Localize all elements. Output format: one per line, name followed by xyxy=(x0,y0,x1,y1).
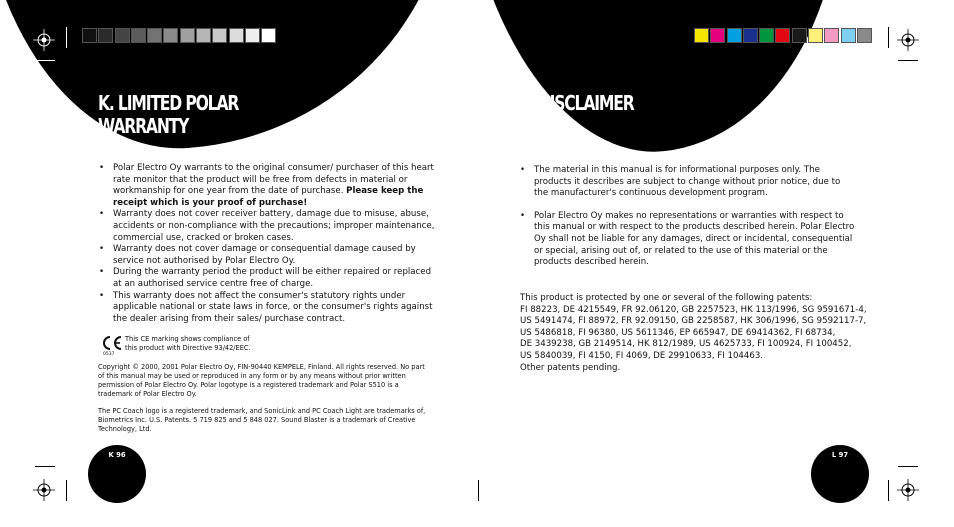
color-swatch xyxy=(229,28,244,43)
crop-mark xyxy=(898,60,918,61)
color-swatch xyxy=(824,28,839,43)
color-swatch xyxy=(792,28,807,43)
color-swatch xyxy=(212,28,227,43)
page-title: K. LIMITED POLAR WARRANTY xyxy=(98,91,239,138)
page-number-badge xyxy=(811,445,869,503)
color-swatch xyxy=(180,28,195,43)
color-swatch xyxy=(261,28,276,43)
color-swatch xyxy=(710,28,725,43)
color-swatch xyxy=(857,28,872,43)
color-swatch xyxy=(727,28,742,43)
color-swatch xyxy=(196,28,211,43)
color-swatch xyxy=(245,28,260,43)
registration-mark-icon xyxy=(897,479,919,501)
color-swatch xyxy=(82,28,97,43)
copyright-text: Copyright © 2000, 2001 Polar Electro Oy, FIN-90440 KEMPELE, Finland. All rights reserved. No part of this manual may be used or reproduced in any form or by any means without prior written permission of Polar Electro Oy. Polar logotype is a registered trademark and Polar S510 is a trademark of Polar Electro Oy. xyxy=(98,363,425,398)
disclaimer-bullet-list xyxy=(520,165,855,280)
header-black-shape xyxy=(477,0,872,169)
patents-line: US 5491474, FI 88972, FR 92.09150, GB 2258587, HK 306/1996, SG 9592117-7, xyxy=(520,316,867,327)
color-swatch xyxy=(759,28,774,43)
color-swatch xyxy=(147,28,162,43)
process-color-bar xyxy=(694,28,873,43)
right-page xyxy=(477,0,954,527)
color-swatch xyxy=(694,28,709,43)
color-swatch xyxy=(98,28,113,43)
crop-mark xyxy=(66,480,67,501)
crop-mark xyxy=(35,60,55,61)
ce-mark-icon xyxy=(100,334,124,354)
warranty-bullet-list xyxy=(99,163,439,325)
list-item: • The material in this manual is for informational purposes only. The products it describes are subject to change without prior notice, due to the manufacturer's continuous development program. xyxy=(520,165,855,200)
color-swatch xyxy=(115,28,130,43)
color-swatch xyxy=(775,28,790,43)
trademark-text: The PC Coach logo is a registered trademark, and SonicLink and PC Coach Light are trademarks of, Biometrics Inc. U.S. Patents. 5 719 825 and 5 848 027. Sound Blaster is a trademark of Creative Technology, Ltd. xyxy=(98,407,426,433)
color-swatch xyxy=(131,28,146,43)
color-swatch xyxy=(808,28,823,43)
crop-mark xyxy=(66,27,67,48)
color-swatch xyxy=(743,28,758,43)
page-number: L 97 xyxy=(831,451,849,459)
patents-line: Other patents pending. xyxy=(520,362,621,373)
registration-mark-icon xyxy=(33,29,55,51)
page-title: L. DISCLAIMER xyxy=(520,91,634,115)
registration-mark-icon xyxy=(897,29,919,51)
ce-compliance-text: This CE marking shows compliance of this product with Directive 93/42/EEC. xyxy=(125,335,251,352)
patents-line: FI 88223, DE 4215549, FR 92.06120, GB 2257523, HK 113/1996, SG 9591671-4, xyxy=(520,304,867,315)
color-swatch xyxy=(163,28,178,43)
patents-line: DE 3439238, GB 2149514, HK 812/1989, US 4625733, FI 100924, FI 100452, xyxy=(520,339,852,350)
patents-block xyxy=(520,293,900,374)
crop-mark xyxy=(478,480,479,501)
ce-number: 0537 xyxy=(103,352,115,357)
list-item: • Polar Electro Oy warrants to the original consumer/ purchaser of this heart rate monitor that the product will be free from defects in material or workmanship for one year from the date of purchase. Please keep the receipt which is your proof of purchase! xyxy=(99,163,439,209)
page-number-badge xyxy=(88,445,146,503)
grayscale-color-bar xyxy=(82,28,278,43)
crop-mark xyxy=(888,27,889,48)
list-item: • Warranty does not cover damage or consequential damage caused by service not authorised by Polar Electro Oy. xyxy=(99,244,439,267)
registration-mark-icon xyxy=(33,479,55,501)
crop-mark xyxy=(35,466,55,467)
patents-line: US 5486818, FI 96380, US 5611346, EP 665947, DE 69414362, FI 68734, xyxy=(520,327,836,338)
patents-intro: This product is protected by one or several of the following patents: xyxy=(520,293,813,303)
page-number: K 96 xyxy=(108,451,126,459)
crop-mark xyxy=(888,480,889,501)
list-item: • This warranty does not affect the consumer's statutory rights under applicable national or state laws in force, or the consumer's rights against the dealer arising from their sales/ purchase contract. xyxy=(99,291,439,326)
list-item: • Polar Electro Oy makes no representations or warranties with respect to this manual or with respect to the products described herein. Polar Electro Oy shall not be liable for any damages, direct or incidental, consequential or special, arising out of, or related to the use of this material or the products described herein. xyxy=(520,211,855,269)
list-item: • Warranty does not cover receiver battery, damage due to misuse, abuse, accidents or non-compliance with the precautions; improper maintenance, commercial use, cracked or broken cases. xyxy=(99,209,439,244)
crop-mark xyxy=(898,466,918,467)
patents-line: US 5840039, FI 4150, FI 4069, DE 29910633, FI 104463. xyxy=(520,350,764,361)
color-swatch xyxy=(841,28,856,43)
list-item: • During the warranty period the product will be either repaired or replaced at an authorised service centre free of charge. xyxy=(99,267,439,290)
